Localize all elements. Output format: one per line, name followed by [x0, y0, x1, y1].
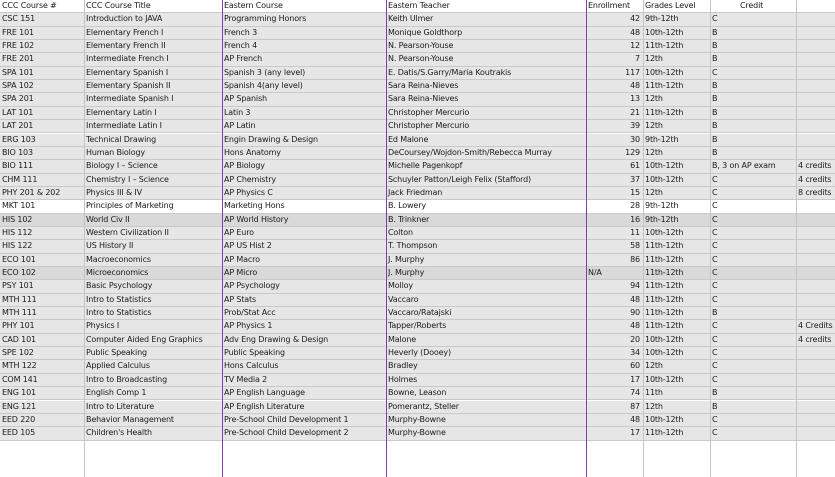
table-cell[interactable]: [796, 414, 835, 426]
table-cell[interactable]: Sara Reina-Nieves: [388, 81, 459, 91]
table-cell[interactable]: Pre-School Child Development 1: [224, 414, 349, 424]
table-cell[interactable]: EED 220: [2, 414, 36, 424]
table-cell[interactable]: 37: [630, 174, 640, 184]
table-cell[interactable]: 9th-12th: [645, 134, 679, 144]
table-cell[interactable]: AP Stats: [224, 294, 257, 304]
table-cell[interactable]: Marketing Hons: [224, 201, 285, 211]
table-cell[interactable]: N. Pearson-Youse: [388, 54, 454, 64]
table-cell[interactable]: Physics III & IV: [86, 187, 142, 197]
table-cell[interactable]: Tapper/Roberts: [388, 321, 447, 331]
table-cell[interactable]: LAT 201: [2, 121, 34, 131]
table-cell[interactable]: B: [712, 94, 718, 104]
table-cell[interactable]: Introduction to JAVA: [86, 14, 163, 24]
table-cell[interactable]: 12th: [645, 54, 663, 64]
table-cell[interactable]: AP Physics C: [224, 187, 273, 197]
table-cell[interactable]: Monique Goldthorp: [388, 27, 463, 37]
table-cell[interactable]: [796, 214, 835, 226]
table-cell[interactable]: 12th: [645, 187, 663, 197]
table-cell[interactable]: BIO 111: [2, 161, 33, 171]
table-cell[interactable]: [796, 307, 835, 319]
table-cell[interactable]: 48: [630, 321, 640, 331]
table-cell[interactable]: B: [712, 81, 718, 91]
table-cell[interactable]: Intro to Literature: [86, 401, 155, 411]
grid-line: [222, 0, 223, 477]
table-cell[interactable]: French 4: [224, 41, 258, 51]
table-cell[interactable]: B: [712, 54, 718, 64]
table-cell[interactable]: 11th-12th: [645, 281, 684, 291]
table-cell[interactable]: AP Latin: [224, 121, 256, 131]
table-cell[interactable]: C: [712, 334, 718, 344]
table-cell[interactable]: 11th-12th: [645, 81, 684, 91]
table-cell[interactable]: C: [712, 281, 718, 291]
table-cell[interactable]: HIS 122: [2, 241, 33, 251]
table-cell[interactable]: 10th-12th: [645, 161, 684, 171]
table-cell[interactable]: 11th-12th: [645, 308, 684, 318]
table-cell[interactable]: Latin 3: [224, 107, 251, 117]
table-cell[interactable]: Behavior Management: [86, 414, 174, 424]
table-cell[interactable]: Pre-School Child Development 2: [224, 428, 349, 438]
table-cell[interactable]: 13: [630, 94, 640, 104]
table-cell[interactable]: Heverly (Dooey): [388, 348, 451, 358]
table-cell[interactable]: C: [712, 214, 718, 224]
table-cell[interactable]: 12: [630, 41, 640, 51]
table-cell[interactable]: 4 Credits: [798, 321, 833, 331]
table-cell[interactable]: 60: [630, 361, 640, 371]
table-cell[interactable]: AP US Hist 2: [224, 241, 272, 251]
table-cell[interactable]: Basic Psychology: [86, 281, 153, 291]
table-cell[interactable]: COM 141: [2, 374, 38, 384]
table-cell[interactable]: 42: [630, 14, 640, 24]
table-cell[interactable]: Michelle Pagenkopf: [388, 161, 463, 171]
table-cell[interactable]: C: [712, 361, 718, 371]
table-cell[interactable]: Public Speaking: [86, 348, 147, 358]
table-cell[interactable]: 48: [630, 414, 640, 424]
table-cell[interactable]: Elementary French II: [86, 41, 166, 51]
table-cell[interactable]: 87: [630, 401, 640, 411]
table-cell[interactable]: [796, 267, 835, 279]
table-cell[interactable]: Bowne, Leason: [388, 388, 447, 398]
table-cell[interactable]: AP English Language: [224, 388, 305, 398]
table-cell[interactable]: Human Biology: [86, 147, 145, 157]
table-cell[interactable]: AP Psychology: [224, 281, 280, 291]
table-cell[interactable]: Intermediate Latin I: [86, 121, 162, 131]
table-cell[interactable]: MTH 122: [2, 361, 37, 371]
table-cell[interactable]: AP World History: [224, 214, 289, 224]
table-cell[interactable]: C: [712, 201, 718, 211]
table-cell[interactable]: 17: [630, 374, 640, 384]
table-cell[interactable]: J. Murphy: [388, 254, 425, 264]
table-cell[interactable]: E. Datis/S.Garry/Maria Koutrakis: [388, 67, 512, 77]
table-cell[interactable]: Malone: [388, 334, 417, 344]
table-cell[interactable]: 11th-12th: [645, 321, 684, 331]
table-cell[interactable]: B: [712, 147, 718, 157]
table-cell[interactable]: 11th-12th: [645, 294, 684, 304]
table-cell[interactable]: C: [712, 174, 718, 184]
table-cell[interactable]: [796, 107, 835, 119]
table-cell[interactable]: DeCoursey/Wojdon-Smith/Rebecca Murray: [388, 147, 552, 157]
table-cell[interactable]: MTH 111: [2, 294, 37, 304]
table-cell[interactable]: [796, 360, 835, 372]
table-cell[interactable]: [796, 134, 835, 146]
table-cell[interactable]: French 3: [224, 27, 258, 37]
table-cell[interactable]: AP Physics 1: [224, 321, 273, 331]
table-cell[interactable]: Murphy-Bowne: [388, 428, 446, 438]
table-cell[interactable]: SPA 102: [2, 81, 34, 91]
table-cell[interactable]: Chemistry I – Science: [86, 174, 169, 184]
table-cell[interactable]: Physics I: [86, 321, 120, 331]
grid-line: [386, 0, 387, 477]
table-cell[interactable]: [796, 67, 835, 79]
table-cell[interactable]: AP Chemistry: [224, 174, 276, 184]
table-cell[interactable]: C: [712, 374, 718, 384]
table-cell[interactable]: B, 3 on AP exam: [712, 161, 776, 171]
table-cell[interactable]: AP Micro: [224, 268, 258, 277]
table-cell[interactable]: C: [712, 187, 718, 197]
table-cell[interactable]: [796, 27, 835, 39]
table-cell[interactable]: 12th: [645, 121, 663, 131]
table-cell[interactable]: 11: [630, 227, 640, 237]
table-cell[interactable]: HIS 102: [2, 214, 33, 224]
table-cell[interactable]: 39: [630, 121, 640, 131]
table-cell[interactable]: 86: [630, 254, 640, 264]
table-cell[interactable]: 58: [630, 241, 640, 251]
table-cell[interactable]: EED 105: [2, 428, 36, 438]
table-cell[interactable]: Microeconomics: [86, 268, 149, 277]
table-cell[interactable]: N. Pearson-Youse: [388, 41, 454, 51]
table-cell[interactable]: 90: [630, 308, 640, 318]
table-cell[interactable]: [796, 427, 835, 439]
table-cell[interactable]: B. Lowery: [388, 201, 426, 211]
table-cell[interactable]: CHM 111: [2, 174, 38, 184]
table-cell[interactable]: Ed Malone: [388, 134, 429, 144]
table-cell[interactable]: 10th-12th: [645, 334, 684, 344]
table-cell[interactable]: AP French: [224, 54, 263, 64]
table-cell[interactable]: Hons Calculus: [224, 361, 279, 371]
table-cell[interactable]: 10th-12th: [645, 67, 684, 77]
table-cell[interactable]: [796, 294, 835, 306]
table-cell[interactable]: Technical Drawing: [86, 134, 156, 144]
table-cell[interactable]: B: [712, 121, 718, 131]
table-cell[interactable]: Applied Calculus: [86, 361, 150, 371]
table-cell[interactable]: MKT 101: [2, 201, 36, 211]
table-cell[interactable]: Sara Reina-Nieves: [388, 94, 459, 104]
table-cell[interactable]: [796, 374, 835, 386]
table-cell[interactable]: Molloy: [388, 281, 413, 291]
table-cell[interactable]: 16: [630, 214, 640, 224]
table-cell[interactable]: 20: [630, 334, 640, 344]
table-cell[interactable]: [796, 280, 835, 292]
table-cell[interactable]: C: [712, 321, 718, 331]
grid-line: [643, 0, 644, 477]
header-cell[interactable]: Eastern Course: [224, 1, 283, 10]
header-cell[interactable]: CCC Course Title: [86, 1, 151, 10]
table-cell[interactable]: 34: [630, 348, 640, 358]
table-cell[interactable]: Spanish 4(any level): [224, 81, 303, 91]
table-cell[interactable]: AP Euro: [224, 227, 254, 237]
table-cell[interactable]: C: [712, 414, 718, 424]
table-cell[interactable]: AP Macro: [224, 254, 260, 264]
table-cell[interactable]: PSY 101: [2, 281, 34, 291]
table-cell[interactable]: B: [712, 41, 718, 51]
table-cell[interactable]: 10th-12th: [645, 348, 684, 358]
table-cell[interactable]: 4 credits: [798, 161, 832, 171]
table-cell[interactable]: Hons Anatomy: [224, 147, 281, 157]
table-cell[interactable]: AP Biology: [224, 161, 265, 171]
table-cell[interactable]: 11th-12th: [645, 254, 684, 264]
table-cell[interactable]: World Civ II: [86, 214, 130, 224]
table-cell[interactable]: Macroeconomics: [86, 254, 151, 264]
table-cell[interactable]: Intro to Statistics: [86, 308, 152, 318]
table-cell[interactable]: Vaccaro/Ratajski: [388, 308, 452, 318]
table-cell[interactable]: N/A: [588, 268, 602, 277]
table-cell[interactable]: Western Civilization II: [86, 227, 169, 237]
table-cell[interactable]: Engin Drawing & Design: [224, 134, 318, 144]
table-cell[interactable]: 10th-12th: [645, 27, 684, 37]
table-cell[interactable]: [796, 240, 835, 252]
table-cell[interactable]: PHY 101: [2, 321, 35, 331]
table-cell[interactable]: 28: [630, 201, 640, 211]
table-cell[interactable]: Computer Aided Eng Graphics: [86, 334, 203, 344]
header-cell[interactable]: [796, 0, 835, 12]
table-cell[interactable]: 10th-12th: [645, 414, 684, 424]
table-cell[interactable]: B: [712, 27, 718, 37]
table-cell[interactable]: Murphy-Bowne: [388, 414, 446, 424]
table-cell[interactable]: 12th: [645, 361, 663, 371]
header-cell[interactable]: Credit: [740, 1, 764, 10]
table-cell[interactable]: 9th-12th: [645, 201, 679, 211]
table-cell[interactable]: T. Thompson: [388, 241, 438, 251]
table-cell[interactable]: C: [712, 294, 718, 304]
table-cell[interactable]: Elementary French I: [86, 27, 164, 37]
table-cell[interactable]: 15: [630, 187, 640, 197]
table-cell[interactable]: 12th: [645, 401, 663, 411]
table-cell[interactable]: SPE 102: [2, 348, 34, 358]
table-cell[interactable]: 48: [630, 294, 640, 304]
table-cell[interactable]: B: [712, 308, 718, 318]
table-cell[interactable]: 30: [630, 134, 640, 144]
table-cell[interactable]: SPA 101: [2, 67, 34, 77]
header-cell[interactable]: CCC Course #: [2, 1, 57, 10]
table-cell[interactable]: 8 credits: [798, 187, 832, 197]
table-cell[interactable]: ERG 103: [2, 134, 36, 144]
table-cell[interactable]: AP Spanish: [224, 94, 267, 104]
table-cell[interactable]: 61: [630, 161, 640, 171]
table-cell[interactable]: C: [712, 227, 718, 237]
table-cell[interactable]: Christopher Mercurio: [388, 121, 470, 131]
table-cell[interactable]: Biology I – Science: [86, 161, 158, 171]
table-cell[interactable]: [796, 347, 835, 359]
table-cell[interactable]: US History II: [86, 241, 134, 251]
table-cell[interactable]: C: [712, 428, 718, 438]
table-cell[interactable]: Intermediate Spanish I: [86, 94, 174, 104]
table-cell[interactable]: J. Murphy: [388, 268, 425, 277]
table-cell[interactable]: FRE 201: [2, 54, 34, 64]
table-cell[interactable]: 10th-12th: [645, 174, 684, 184]
table-cell[interactable]: [796, 53, 835, 65]
table-cell[interactable]: MTH 111: [2, 308, 37, 318]
table-cell[interactable]: SPA 201: [2, 94, 34, 104]
table-cell[interactable]: [796, 200, 835, 212]
table-cell[interactable]: 129: [625, 147, 640, 157]
table-cell[interactable]: Intro to Broadcasting: [86, 374, 167, 384]
table-cell[interactable]: Bradley: [388, 361, 418, 371]
table-cell[interactable]: 4 credits: [798, 174, 832, 184]
table-cell[interactable]: ENG 121: [2, 401, 37, 411]
table-cell[interactable]: [796, 147, 835, 159]
table-cell[interactable]: 74: [630, 388, 640, 398]
table-cell[interactable]: FRE 101: [2, 27, 34, 37]
table-cell[interactable]: 4 credits: [798, 334, 832, 344]
table-cell[interactable]: 12th: [645, 147, 663, 157]
table-cell[interactable]: Vaccaro: [388, 294, 419, 304]
table-cell[interactable]: 9th-12th: [645, 214, 679, 224]
table-cell[interactable]: 11th-12th: [645, 268, 684, 277]
table-cell[interactable]: Keith Ulmer: [388, 14, 434, 24]
grid-line: [84, 0, 85, 477]
table-cell[interactable]: ECO 101: [2, 254, 36, 264]
table-cell[interactable]: C: [712, 67, 718, 77]
table-cell[interactable]: Elementary Spanish II: [86, 81, 171, 91]
table-cell[interactable]: C: [712, 241, 718, 251]
table-cell[interactable]: LAT 101: [2, 107, 34, 117]
table-cell[interactable]: Jack Friedman: [388, 187, 443, 197]
grid-line: [710, 0, 711, 477]
table-cell[interactable]: BIO 103: [2, 147, 33, 157]
grid-line: [586, 0, 587, 477]
table-cell[interactable]: [796, 401, 835, 413]
table-cell[interactable]: [796, 227, 835, 239]
table-cell[interactable]: 48: [630, 81, 640, 91]
table-cell[interactable]: 21: [630, 107, 640, 117]
table-cell[interactable]: 117: [625, 67, 640, 77]
table-cell[interactable]: Christopher Mercurio: [388, 107, 470, 117]
table-cell[interactable]: PHY 201 & 202: [2, 187, 61, 197]
table-cell[interactable]: C: [712, 254, 718, 264]
table-cell[interactable]: Public Speaking: [224, 348, 285, 358]
table-cell[interactable]: Schuyler Patton/Leigh Felix (Stafford): [388, 174, 532, 184]
table-cell[interactable]: C: [712, 268, 718, 277]
table-cell[interactable]: 10th-12th: [645, 227, 684, 237]
table-cell[interactable]: [796, 120, 835, 132]
table-cell[interactable]: Holmes: [388, 374, 418, 384]
table-cell[interactable]: 11th-12th: [645, 41, 684, 51]
table-cell[interactable]: 9th-12th: [645, 14, 679, 24]
table-cell[interactable]: Elementary Spanish I: [86, 67, 169, 77]
table-cell[interactable]: [796, 387, 835, 399]
table-cell[interactable]: B: [712, 401, 718, 411]
table-cell[interactable]: ENG 101: [2, 388, 37, 398]
table-cell[interactable]: C: [712, 348, 718, 358]
table-cell[interactable]: Principles of Marketing: [86, 201, 174, 211]
table-cell[interactable]: 12th: [645, 94, 663, 104]
table-cell[interactable]: English Comp 1: [86, 388, 147, 398]
table-cell[interactable]: 11th: [645, 388, 663, 398]
table-cell[interactable]: Spanish 3 (any level): [224, 67, 306, 77]
table-cell[interactable]: [796, 93, 835, 105]
table-cell[interactable]: B: [712, 107, 718, 117]
table-cell[interactable]: ECO 102: [2, 268, 36, 277]
table-cell[interactable]: [796, 254, 835, 266]
table-cell[interactable]: AP English Literature: [224, 401, 305, 411]
table-cell[interactable]: 11th-12th: [645, 107, 684, 117]
table-cell[interactable]: Pomerantz, Steller: [388, 401, 459, 411]
table-cell[interactable]: 17: [630, 428, 640, 438]
table-cell[interactable]: Intro to Statistics: [86, 294, 152, 304]
table-cell[interactable]: CAD 101: [2, 334, 36, 344]
table-cell[interactable]: [796, 13, 835, 25]
table-cell[interactable]: C: [712, 14, 718, 24]
table-cell[interactable]: Colton: [388, 227, 413, 237]
table-cell[interactable]: 7: [635, 54, 640, 64]
table-cell[interactable]: HIS 112: [2, 227, 33, 237]
table-cell[interactable]: 11th-12th: [645, 428, 684, 438]
header-cell[interactable]: Enrollment: [588, 1, 631, 10]
table-cell[interactable]: 94: [630, 281, 640, 291]
table-cell[interactable]: Prob/Stat Acc: [224, 308, 276, 318]
table-cell[interactable]: [796, 40, 835, 52]
table-cell[interactable]: B: [712, 134, 718, 144]
table-cell[interactable]: TV Media 2: [224, 374, 268, 384]
table-cell[interactable]: Adv Eng Drawing & Design: [224, 334, 329, 344]
table-cell[interactable]: Elementary Latin I: [86, 107, 157, 117]
table-cell[interactable]: 11th-12th: [645, 241, 684, 251]
table-cell[interactable]: FRE 102: [2, 41, 34, 51]
table-cell[interactable]: Children's Health: [86, 428, 152, 438]
table-cell[interactable]: B. Trinkner: [388, 214, 430, 224]
table-cell[interactable]: Programming Honors: [224, 14, 307, 24]
table-cell[interactable]: 10th-12th: [645, 374, 684, 384]
grid-line: [796, 0, 797, 477]
table-cell[interactable]: CSC 151: [2, 14, 36, 24]
header-cell[interactable]: Grades Level: [645, 1, 696, 10]
table-cell[interactable]: 48: [630, 27, 640, 37]
table-cell[interactable]: B: [712, 388, 718, 398]
table-cell[interactable]: Intermediate French I: [86, 54, 169, 64]
header-cell[interactable]: Eastern Teacher: [388, 1, 450, 10]
table-cell[interactable]: [796, 80, 835, 92]
